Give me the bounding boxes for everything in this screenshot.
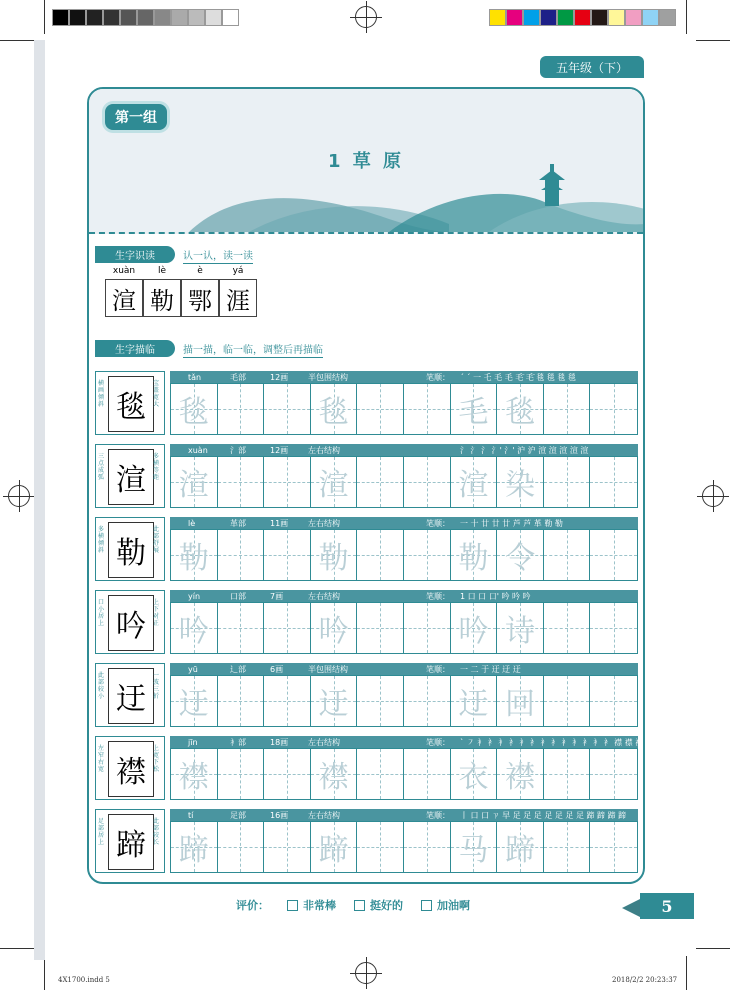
practice-cell[interactable] — [357, 822, 404, 872]
left-tip: 此部较小 — [98, 672, 105, 700]
practice-cell[interactable] — [218, 457, 265, 507]
practice-rows — [95, 371, 644, 882]
char-info-bar — [170, 663, 638, 675]
practice-cell[interactable] — [357, 530, 404, 580]
practice-row — [95, 371, 638, 435]
practice-cell[interactable] — [590, 603, 637, 653]
structure: 半包围结构 — [308, 372, 348, 382]
model-char: 蹄 — [108, 814, 154, 870]
structure: 左右结构 — [308, 445, 340, 455]
slug-time: 2018/2/2 20:23:37 — [612, 976, 678, 984]
practice-area — [170, 663, 638, 727]
practice-cell[interactable]: 毯 — [311, 384, 358, 434]
radical: 口部 — [230, 591, 246, 601]
practice-cell[interactable]: 渲 — [171, 457, 218, 507]
tianzige-grid — [170, 456, 638, 508]
pinyin: yū — [188, 664, 198, 674]
registration-mark-icon — [355, 962, 377, 984]
right-tip: 上宽下松 — [153, 745, 160, 773]
stroke-order: ˋ ㇇ 衤 衤 衤 衤 衤 衤 衤 衤 衤 衤 衤 衤 衤 襟 襟 襟 — [460, 737, 644, 747]
tianzige-grid — [170, 529, 638, 581]
practice-cell[interactable]: 染 — [497, 457, 544, 507]
crop-mark — [44, 0, 45, 34]
practice-area — [170, 444, 638, 508]
left-tip: 足部居上 — [98, 818, 105, 846]
practice-area — [170, 590, 638, 654]
stroke-order: 氵 氵 氵 氵' 氵' 沪 沪 渲 渲 渲 渲 渲 — [460, 445, 589, 455]
model-char: 毯 — [108, 376, 154, 432]
stroke-count: 18画 — [270, 737, 289, 747]
intro-char: è 鄂 — [181, 279, 219, 317]
rating-option: 非常棒 — [303, 899, 336, 912]
stroke-count: 12画 — [270, 445, 289, 455]
stroke-count: 6画 — [270, 664, 284, 674]
page-spine — [34, 40, 45, 960]
practice-cell[interactable]: 渲 — [311, 457, 358, 507]
practice-cell[interactable]: 毛 — [451, 384, 498, 434]
lesson-card — [87, 87, 645, 884]
practice-area — [170, 809, 638, 873]
stroke-order-label: 笔顺： — [426, 518, 450, 528]
left-tip: 口小居上 — [98, 599, 105, 627]
practice-cell[interactable] — [357, 384, 404, 434]
rating-option: 加油啊 — [437, 899, 470, 912]
stroke-count: 16画 — [270, 810, 289, 820]
radical: 革部 — [230, 518, 246, 528]
practice-cell[interactable] — [264, 603, 311, 653]
hills-pagoda-illustration — [89, 164, 645, 234]
tianzige-grid — [170, 602, 638, 654]
practice-cell[interactable]: 毯 — [171, 384, 218, 434]
practice-cell[interactable] — [357, 749, 404, 799]
practice-row — [95, 444, 638, 508]
practice-cell[interactable] — [404, 749, 451, 799]
model-char: 勒 — [108, 522, 154, 578]
crop-mark — [0, 40, 34, 41]
pinyin: xuàn — [188, 445, 208, 455]
stroke-order: 丨 口 口 ㄗ 早 足 足 足 足 足 足 足 蹄 蹄 蹄 蹄 — [460, 810, 627, 820]
model-char: 渲 — [108, 449, 154, 505]
stroke-count: 12画 — [270, 372, 289, 382]
practice-cell[interactable] — [218, 822, 265, 872]
practice-cell[interactable] — [264, 676, 311, 726]
practice-cell[interactable] — [264, 749, 311, 799]
practice-cell[interactable]: 吟 — [171, 603, 218, 653]
intro-char: yá 涯 — [219, 279, 257, 317]
practice-cell[interactable] — [590, 822, 637, 872]
practice-cell[interactable]: 迂 — [311, 676, 358, 726]
radical: 足部 — [230, 810, 246, 820]
rating-label: 评价： — [236, 899, 269, 912]
lesson-title: 1 草 原 — [327, 151, 405, 172]
tianzige-grid — [170, 675, 638, 727]
crop-mark — [0, 948, 34, 949]
practice-cell[interactable]: 勒 — [451, 530, 498, 580]
structure: 左右结构 — [308, 810, 340, 820]
structure: 左右结构 — [308, 737, 340, 747]
practice-cell[interactable]: 吟 — [451, 603, 498, 653]
practice-cell[interactable] — [590, 749, 637, 799]
crop-mark — [686, 0, 687, 34]
practice-cell[interactable]: 诗 — [497, 603, 544, 653]
registration-mark-icon — [8, 485, 30, 507]
practice-area — [170, 517, 638, 581]
pinyin: tí — [188, 810, 194, 820]
practice-area — [170, 371, 638, 435]
practice-cell[interactable]: 蹄 — [497, 822, 544, 872]
practice-cell[interactable] — [404, 457, 451, 507]
right-tip: 多横等距 — [153, 453, 160, 481]
intro-char: xuàn 渲 — [105, 279, 143, 317]
structure: 半包围结构 — [308, 664, 348, 674]
practice-cell[interactable]: 襟 — [171, 749, 218, 799]
model-char-box — [95, 809, 165, 873]
header-divider — [89, 232, 643, 234]
practice-area — [170, 736, 644, 800]
left-tip: 横画倾斜 — [98, 380, 105, 408]
practice-cell[interactable]: 蹄 — [171, 822, 218, 872]
practice-cell[interactable]: 吟 — [311, 603, 358, 653]
radical: 氵部 — [230, 445, 246, 455]
practice-cell[interactable]: 马 — [451, 822, 498, 872]
section-instruction-recognize: 认一认，读一读 — [183, 247, 253, 264]
tianzige-grid — [170, 383, 638, 435]
tianzige-grid — [170, 821, 638, 873]
char-info-bar — [170, 444, 638, 456]
stroke-order-label: 笔顺： — [426, 810, 450, 820]
rating-bar — [236, 897, 470, 913]
left-tip: 三点成弧 — [98, 453, 105, 481]
practice-cell[interactable] — [404, 822, 451, 872]
left-tip: 多横倾斜 — [98, 526, 105, 554]
practice-row — [95, 809, 638, 873]
checkbox-good[interactable] — [354, 900, 365, 911]
crop-mark — [44, 956, 45, 990]
intro-char: lè 勒 — [143, 279, 181, 317]
practice-cell[interactable]: 令 — [497, 530, 544, 580]
char-info-bar — [170, 590, 638, 602]
stroke-order: ˊ ˊ 一 乇 毛 毛 毛̄ 毛̄ 毯 毯 毯 毯 — [460, 372, 576, 382]
stroke-count: 11画 — [270, 518, 289, 528]
registration-mark-icon — [355, 6, 377, 28]
structure: 左右结构 — [308, 518, 340, 528]
practice-cell[interactable] — [544, 457, 591, 507]
section-label-trace: 生字描临 — [95, 340, 175, 357]
practice-cell[interactable]: 勒 — [171, 530, 218, 580]
color-bar — [489, 9, 676, 26]
page-number: 5 — [640, 893, 694, 919]
practice-cell[interactable]: 迂 — [171, 676, 218, 726]
radical: 辶部 — [230, 664, 246, 674]
practice-row — [95, 590, 638, 654]
practice-row — [95, 517, 638, 581]
practice-cell[interactable] — [264, 530, 311, 580]
crop-mark — [696, 948, 730, 949]
checkbox-keep-trying[interactable] — [421, 900, 432, 911]
right-tip: 宝盖宽大 — [153, 380, 160, 408]
practice-cell[interactable] — [590, 384, 637, 434]
stroke-order-label: 笔顺： — [426, 591, 450, 601]
practice-cell[interactable]: 勒 — [311, 530, 358, 580]
registration-mark-icon — [702, 485, 724, 507]
practice-cell[interactable] — [544, 530, 591, 580]
practice-cell[interactable] — [590, 676, 637, 726]
practice-cell[interactable]: 襟 — [497, 749, 544, 799]
model-char-box — [95, 371, 165, 435]
practice-row — [95, 663, 638, 727]
model-char: 吟 — [108, 595, 154, 651]
right-tip: 此部舒展 — [153, 526, 160, 554]
practice-cell[interactable]: 毯 — [497, 384, 544, 434]
char-info-bar — [170, 736, 644, 748]
practice-cell[interactable] — [544, 749, 591, 799]
left-tip: 左窄右宽 — [98, 745, 105, 773]
radical: 衤部 — [230, 737, 246, 747]
radical: 毛部 — [230, 372, 246, 382]
checkbox-very-good[interactable] — [287, 900, 298, 911]
grade-tab: 五年级（下） — [540, 56, 644, 78]
model-char: 迂 — [108, 668, 154, 724]
practice-cell[interactable] — [218, 530, 265, 580]
intro-pinyin: lè — [157, 266, 167, 276]
model-char-box — [95, 736, 165, 800]
stroke-order-label: 笔顺： — [426, 664, 450, 674]
practice-cell[interactable] — [404, 530, 451, 580]
tianzige-grid — [170, 748, 638, 800]
right-tip: 一波三折 — [153, 672, 160, 700]
section-instruction-trace: 描一描，临一临，调整后再描临 — [183, 341, 323, 358]
grayscale-bar — [52, 9, 239, 26]
practice-cell[interactable] — [218, 676, 265, 726]
model-char-box — [95, 444, 165, 508]
practice-cell[interactable]: 渲 — [451, 457, 498, 507]
intro-pinyin: è — [197, 266, 203, 276]
rating-option: 挺好的 — [370, 899, 403, 912]
section-label-recognize: 生字识读 — [95, 246, 175, 263]
practice-cell[interactable] — [544, 384, 591, 434]
practice-cell[interactable]: 迂 — [451, 676, 498, 726]
crop-mark — [686, 956, 687, 990]
stroke-order: 1 口 口 口' 吟 吟 吟 — [460, 591, 531, 601]
stroke-order: 一 十 廿 廿 廿 芦 芦 革 勒 勒 — [460, 518, 563, 528]
stroke-order-label: 笔顺： — [426, 737, 450, 747]
stroke-count: 7画 — [270, 591, 284, 601]
intro-char-list — [105, 266, 257, 317]
intro-pinyin: xuàn — [112, 266, 136, 276]
model-char-box — [95, 517, 165, 581]
practice-cell[interactable] — [404, 603, 451, 653]
practice-row — [95, 736, 644, 800]
stroke-order-label: 笔顺： — [426, 372, 450, 382]
stroke-order: 一 二 于 迂 迂 迂 — [460, 664, 521, 674]
pinyin: jīn — [188, 737, 198, 747]
practice-cell[interactable] — [544, 603, 591, 653]
practice-cell[interactable] — [357, 676, 404, 726]
practice-cell[interactable] — [590, 530, 637, 580]
practice-cell[interactable] — [264, 457, 311, 507]
practice-cell[interactable] — [218, 603, 265, 653]
char-info-bar — [170, 517, 638, 529]
practice-cell[interactable] — [218, 749, 265, 799]
practice-cell[interactable] — [590, 457, 637, 507]
intro-pinyin: yá — [232, 266, 244, 276]
practice-cell[interactable] — [264, 822, 311, 872]
practice-cell[interactable] — [404, 676, 451, 726]
char-info-bar — [170, 371, 638, 383]
pinyin: tǎn — [188, 372, 202, 382]
pinyin: lè — [188, 518, 196, 528]
practice-cell[interactable] — [544, 676, 591, 726]
practice-cell[interactable]: 回 — [497, 676, 544, 726]
practice-cell[interactable] — [404, 384, 451, 434]
char-info-bar — [170, 809, 638, 821]
right-tip: 上下对正 — [153, 599, 160, 627]
right-tip: 此部较长 — [153, 818, 160, 846]
group-badge: 第一组 — [105, 104, 167, 130]
practice-cell[interactable]: 襟 — [311, 749, 358, 799]
crop-mark — [696, 40, 730, 41]
model-char: 襟 — [108, 741, 154, 797]
practice-cell[interactable] — [357, 603, 404, 653]
practice-cell[interactable] — [357, 457, 404, 507]
model-char-box — [95, 590, 165, 654]
practice-cell[interactable] — [264, 384, 311, 434]
pinyin: yín — [188, 591, 201, 601]
practice-cell[interactable]: 衣 — [451, 749, 498, 799]
practice-cell[interactable]: 蹄 — [311, 822, 358, 872]
practice-cell[interactable] — [544, 822, 591, 872]
slug-file: 4X1700.indd 5 — [58, 976, 110, 984]
structure: 左右结构 — [308, 591, 340, 601]
page-tab-fold — [622, 898, 642, 918]
practice-cell[interactable] — [218, 384, 265, 434]
model-char-box — [95, 663, 165, 727]
